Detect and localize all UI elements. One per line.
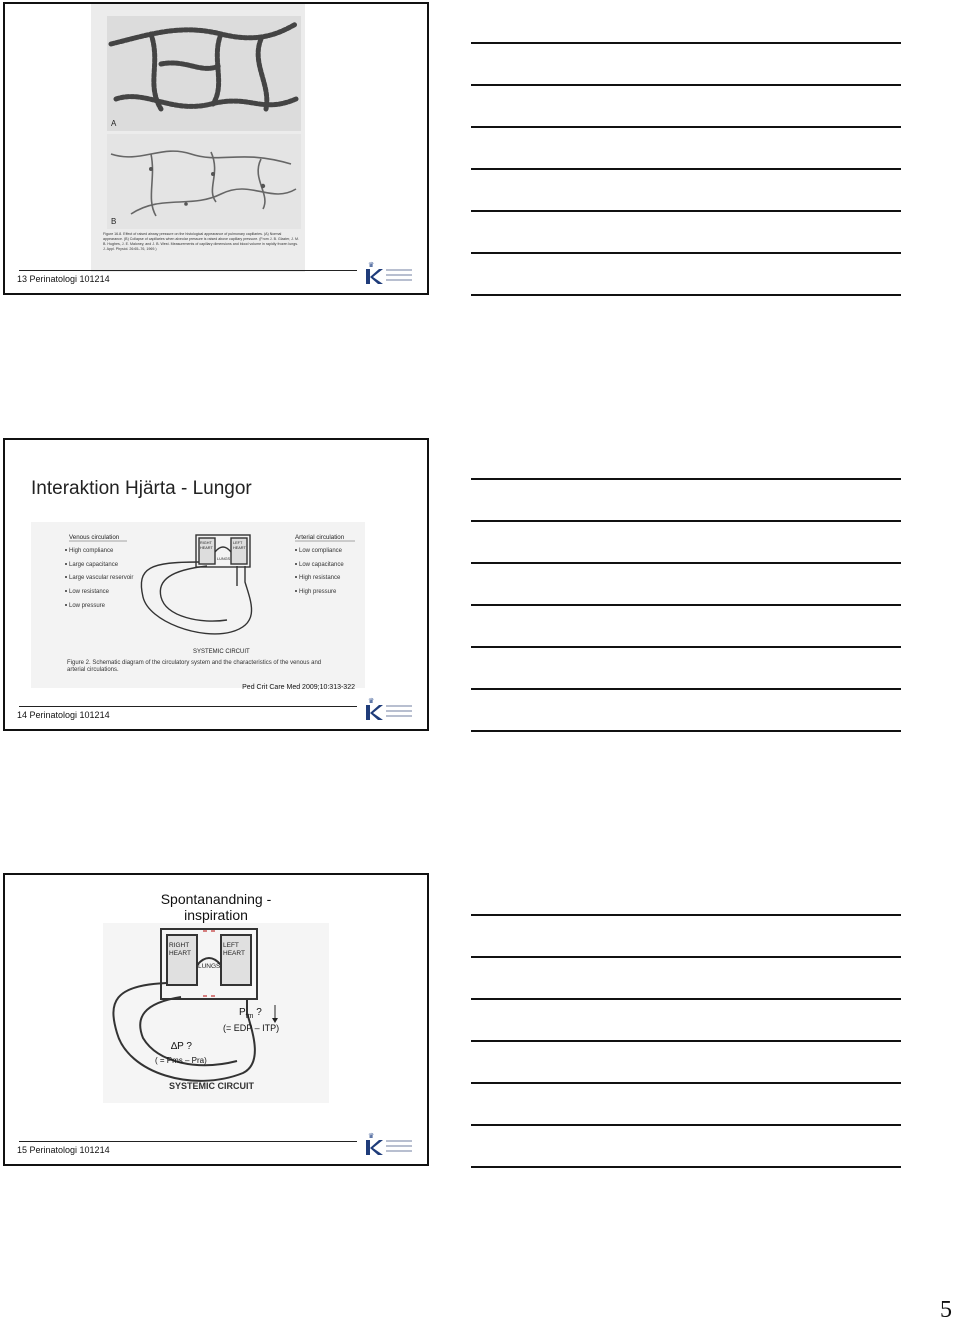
note-line: [471, 520, 901, 522]
note-line: [471, 1124, 901, 1126]
note-line: [471, 84, 901, 86]
label-a: A: [111, 119, 117, 128]
note-line: [471, 998, 901, 1000]
slide-title-line: inspiration: [184, 907, 248, 923]
venous-item: Large capacitance: [69, 562, 119, 568]
note-line: [471, 730, 901, 732]
systemic-circuit-label: SYSTEMIC CIRCUIT: [169, 1081, 255, 1091]
circulation-diagram: [31, 522, 365, 688]
slide-13: [3, 2, 429, 295]
karolinska-logo: [365, 263, 419, 287]
lungs-label: LUNGS: [198, 963, 221, 970]
note-line: [471, 956, 901, 958]
page-number: 5: [940, 1297, 952, 1323]
note-line: [471, 210, 901, 212]
note-line: [471, 1166, 901, 1168]
note-line: [471, 252, 901, 254]
note-line: [471, 168, 901, 170]
note-line: [471, 478, 901, 480]
footer-rule: [19, 1141, 357, 1142]
slide-footer: 13 Perinatologi 101214: [17, 274, 110, 284]
figure-caption: arterial circulations.: [67, 667, 119, 673]
right-heart-label: HEART: [169, 950, 191, 957]
arterial-item: Low compliance: [299, 548, 343, 554]
arterial-title: Arterial circulation: [295, 534, 345, 541]
right-heart-label: RIGHT: [169, 942, 190, 949]
slide-title: [5, 891, 427, 923]
arterial-item: High pressure: [299, 589, 337, 595]
k-logo-icon: [365, 267, 383, 285]
citation: Ped Crit Care Med 2009;10:313-322: [242, 684, 355, 691]
venous-title: Venous circulation: [69, 534, 120, 541]
left-heart-label: HEART: [233, 546, 246, 550]
slide-title-line: Spontanandning -: [160, 891, 272, 907]
arterial-item: Low capacitance: [299, 562, 344, 568]
footer-rule: [19, 706, 357, 707]
right-heart-label: HEART: [200, 546, 213, 550]
slide-14: [3, 438, 429, 731]
venous-item: Low pressure: [69, 603, 106, 609]
arterial-item: High resistance: [299, 575, 341, 581]
k-logo-icon: [365, 1138, 383, 1156]
crown-icon: ♛: [368, 262, 375, 269]
label-b: B: [111, 217, 117, 226]
karolinska-logo: [365, 1134, 419, 1158]
crown-icon: ♛: [368, 698, 375, 705]
left-heart-label: LEFT: [233, 541, 243, 545]
slide-footer: 15 Perinatologi 101214: [17, 1145, 110, 1155]
spontaneous-breathing-diagram: [103, 923, 329, 1103]
footer-rule: [19, 270, 357, 271]
left-heart-label: LEFT: [223, 942, 239, 949]
ptm-label: $P_{tm}$ ?: [239, 1007, 262, 1020]
venous-item: Large vascular reservoir: [69, 575, 134, 581]
figure-caption: Figure 2. Schematic diagram of the circulatory system and the characteristics of the venous and: [67, 660, 322, 666]
note-line: [471, 688, 901, 690]
lungs-label: LUNGS: [217, 557, 231, 561]
ptm-equation: (= EDP – ITP): [223, 1023, 280, 1033]
note-line: [471, 914, 901, 916]
right-heart-label: RIGHT: [200, 541, 212, 545]
note-line: [471, 604, 901, 606]
slide-15: [3, 873, 429, 1166]
note-line: [471, 1040, 901, 1042]
venous-item: High compliance: [69, 548, 114, 554]
karolinska-logo: [365, 699, 419, 723]
delta-p-label: ∆P ?: [171, 1041, 192, 1052]
note-line: [471, 1082, 901, 1084]
note-line: [471, 126, 901, 128]
note-line: [471, 562, 901, 564]
note-line: [471, 646, 901, 648]
crown-icon: ♛: [368, 1133, 375, 1140]
systemic-circuit-label: SYSTEMIC CIRCUIT: [193, 649, 250, 655]
k-logo-icon: [365, 703, 383, 721]
delta-p-equation: ( = Pms – Pra): [155, 1056, 207, 1065]
figure-caption: Figure 16.8. Effect of raised airway pressure on the histological appearance of pulmonary capillaries. (A) Normal appearance. (B) Collapse of capillaries when alveolar pressure is raised above capillary pressure. (From J. B. Glazier, J. M. B. Hughes, J. E. Maloney, and J. B. West. Measurements of capillary dimensions and blood volume in rapidly frozen lungs. J. Appl. Physiol. 26:65–76, 1969.): [103, 232, 299, 251]
note-line: [471, 42, 901, 44]
slide-footer: 14 Perinatologi 101214: [17, 710, 110, 720]
slide-title: Interaktion Hjärta - Lungor: [31, 478, 252, 499]
left-heart-label: HEART: [223, 950, 245, 957]
venous-item: Low resistance: [69, 589, 110, 595]
note-line: [471, 294, 901, 296]
